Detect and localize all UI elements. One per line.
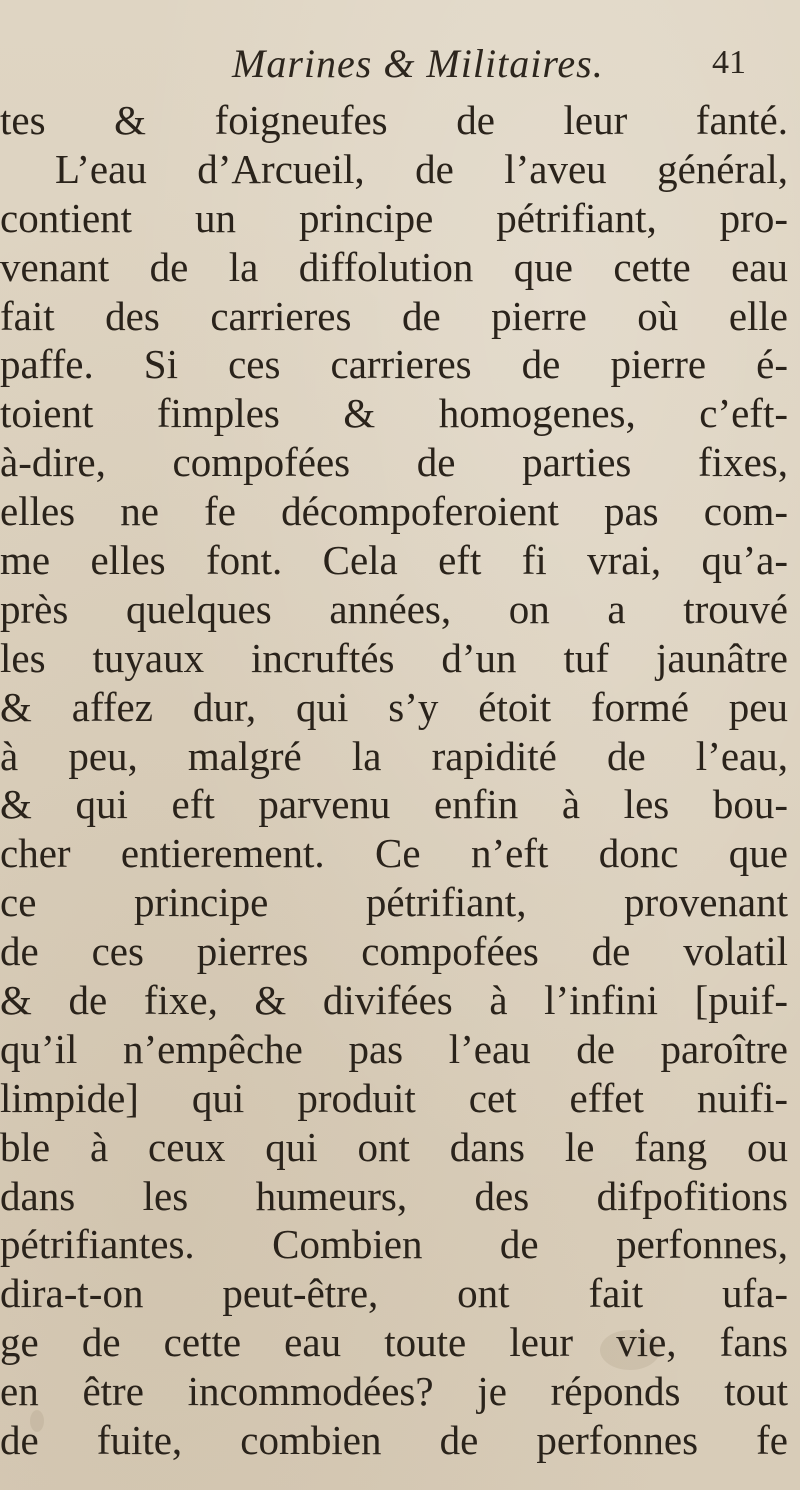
text-line: fait des carrieres de pierre où elle — [0, 292, 788, 339]
text-line: à peu, malgré la rapidité de l’eau, — [0, 732, 788, 779]
text-line: venant de la diffolution que cette eau — [0, 243, 788, 290]
text-line: les tuyaux incruftés d’un tuf jaunâtre — [0, 634, 788, 681]
running-head: Marines & Militaires. — [232, 41, 604, 86]
text-line: ge de cette eau toute leur vie, fans — [0, 1319, 788, 1366]
text-line: de ces pierres compofées de volatil — [0, 928, 788, 975]
page-number: 41 — [712, 44, 746, 81]
text-line: ble à ceux qui ont dans le fang ou — [0, 1123, 788, 1170]
text-line: en être incommodées? je réponds tout — [0, 1368, 788, 1415]
text-line: L’eau d’Arcueil, de l’aveu général, — [55, 145, 788, 192]
text-line: elles ne fe décompoferoient pas com- — [0, 488, 788, 535]
text-line: à-dire, compofées de parties fixes, — [0, 439, 788, 486]
text-line: & de fixe, & divifées à l’infini [puif- — [0, 977, 788, 1024]
text-line: tes & foigneufes de leur fanté. — [0, 97, 788, 143]
text-line: & qui eft parvenu enfin à les bou- — [0, 781, 788, 828]
text-line: qu’il n’empêche pas l’eau de paroître — [0, 1025, 788, 1072]
text-line: me elles font. Cela eft fi vrai, qu’a- — [0, 537, 788, 584]
text-line: pétrifiantes. Combien de perfonnes, — [0, 1221, 788, 1268]
text-line: de fuite, combien de perfonnes fe — [0, 1417, 788, 1464]
page-header — [0, 40, 800, 90]
text-line: paffe. Si ces carrieres de pierre é- — [0, 341, 788, 388]
text-line: cher entierement. Ce n’eft donc que — [0, 830, 788, 877]
text-line: dans les humeurs, des difpofitions — [0, 1172, 788, 1219]
text-line: près quelques années, on a trouvé — [0, 585, 788, 632]
text-line: contient un principe pétrifiant, pro- — [0, 194, 788, 241]
body-text — [0, 96, 800, 1465]
text-line: dira-t-on peut-être, ont fait ufa- — [0, 1270, 788, 1317]
text-line: toient fimples & homogenes, c’eft- — [0, 390, 788, 437]
text-line: & affez dur, qui s’y étoit formé peu — [0, 683, 788, 730]
text-line: limpide] qui produit cet effet nuifi- — [0, 1074, 788, 1121]
text-line: ce principe pétrifiant, provenant — [0, 879, 788, 926]
